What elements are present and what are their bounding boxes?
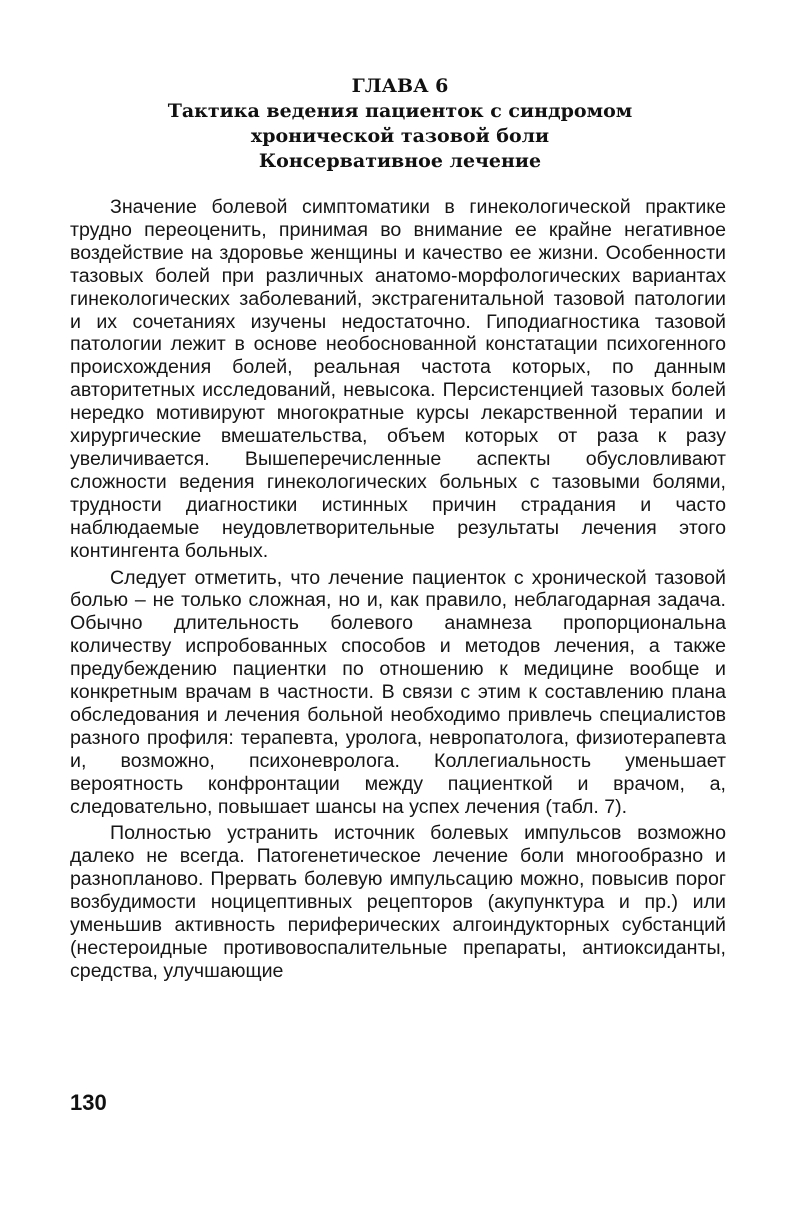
paragraph: Значение болевой симптоматики в гинекологической практике трудно переоценить, принимая во внимание ее крайне негативное воздействие на здоровье женщины и качество ее жизни. Особенности тазовых болей при различных анатомо-морфологических вариантах гинекологических заболеваний, экстрагенитальной тазовой патологии и их сочетаниях изучены недостаточно. Гиподиагностика тазовой патологии лежит в основе необоснованной констатации психогенного происхождения болей, реальная частота которых, по данным авторитетных исследований, невысока. Персистенцией тазовых болей нередко мотивируют многократные курсы лекарственной терапии и хирургические вмешательства, объем которых от раза к разу увеличивается. Вышеперечисленные аспекты обусловливают сложности ведения гинекологических больных с тазовыми болями, трудности диагностики истинных причин страдания и часто наблюдаемые неудовлетворительные результаты лечения этого контингента больных. [70, 196, 726, 562]
chapter-title-line-2: хронической тазовой боли [250, 125, 550, 147]
page-number: 130 [70, 1090, 107, 1115]
section-subtitle: Консервативное лечение [258, 150, 542, 172]
chapter-number: ГЛАВА 6 [351, 75, 449, 97]
paragraph: Следует отметить, что лечение пациенток с хронической тазовой болью – не только сложная, но и, как правило, неблагодарная задача. Обычно длительность болевого анамнеза пропорциональна количеству испробованных способов и методов лечения, а также предубеждению пациентки по отношению к медицине вообще и конкретным врачам в частности. В связи с этим к составлению плана обследования и лечения больной необходимо привлечь специалистов разного профиля: терапевта, уролога, невропатолога, физиотерапевта и, возможно, психоневролога. Коллегиальность уменьшает вероятность конфронтации между пациенткой и врачом, а, следовательно, повышает шансы на успех лечения (табл. 7). [70, 566, 726, 818]
chapter-title-line-1: Тактика ведения пациенток с синдромом [167, 100, 633, 122]
body-text [70, 196, 726, 987]
chapter-heading [70, 74, 730, 174]
paragraph: Полностью устранить источник болевых импульсов возможно далеко не всегда. Патогенетическое лечение боли многообразно и разнопланово. Прервать болевую импульсацию можно, повысив порог возбудимости ноцицептивных рецепторов (акупунктура и пр.) или уменьшив активность периферических алгоиндукторных субстанций (нестероидные противовоспалительные препараты, антиоксиданты, средства, улучшающие [70, 822, 726, 982]
